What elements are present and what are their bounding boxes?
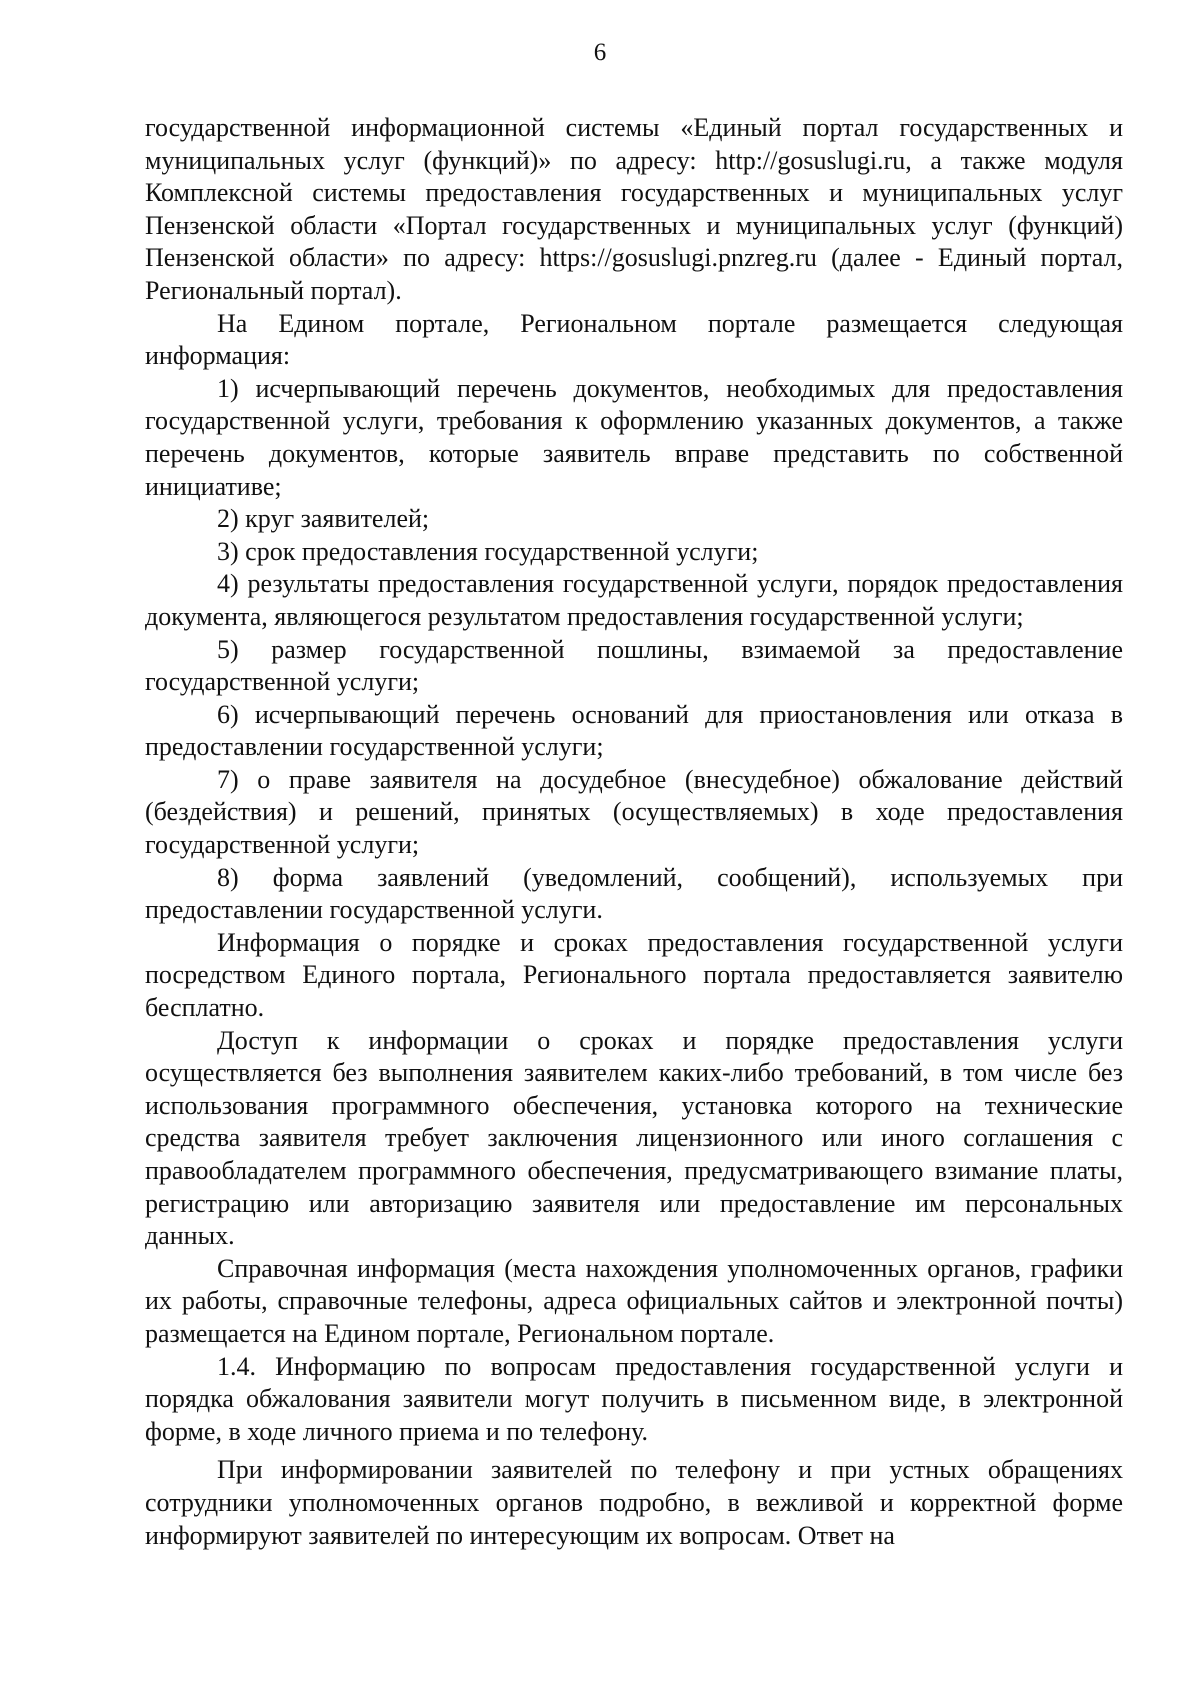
paragraph-free-info: Информация о порядке и сроках предоставления государственной услуги посредством Единого портала, Регионального портала предоставляется заявителю бесплатно. [145, 927, 1123, 1023]
list-item-2: 2) круг заявителей; [217, 504, 430, 534]
list-item-1: 1) исчерпывающий перечень документов, необходимых для предоставления государственной услуги, требования к оформлению указанных документов, а также перечень документов, которые заявитель вправе представить по собственной инициативе; [145, 373, 1123, 501]
list-item-6: 6) исчерпывающий перечень оснований для приостановления или отказа в предоставлении государственной услуги; [145, 699, 1123, 762]
paragraph-portal-addresses: государственной информационной системы «Единый портал государственных и муниципальных услуг (функций)» по адресу: http://gosuslugi.ru, а также модуля Комплексной системы предоставления государственных и муниципальных услуг Пензенской области «Портал государственных и муниципальных услуг (функций) Пензенской области» по адресу: https://gosuslugi.pnzreg.ru (далее - Единый портал, Региональный портал). [145, 113, 1123, 305]
list-item-7: 7) о праве заявителя на досудебное (внесудебное) обжалование действий (бездействия) и решений, принятых (осуществляемых) в ходе предоставления государственной услуги; [145, 764, 1123, 860]
document-body [145, 112, 1123, 1552]
paragraph-access-conditions: Доступ к информации о сроках и порядке предоставления услуги осуществляется без выполнения заявителем каких-либо требований, в том числе без использования программного обеспечения, установка которого на технические средства заявителя требует заключения лицензионного или иного соглашения с правообладателем программного обеспечения, предусматривающего взимание платы, регистрацию или авторизацию заявителя или предоставление им персональных данных. [145, 1025, 1123, 1251]
list-item-4: 4) результаты предоставления государственной услуги, порядок предоставления документа, являющегося результатом предоставления государственной услуги; [145, 569, 1123, 631]
paragraph-section-1-4: 1.4. Информацию по вопросам предоставления государственной услуги и порядка обжалования заявители могут получить в письменном виде, в электронной форме, в ходе личного приема и по телефону. [145, 1351, 1123, 1446]
page-number: 6 [593, 39, 607, 66]
paragraph-portal-info-intro: На Едином портале, Региональном портале размещается следующая информация: [145, 308, 1123, 371]
list-item-3: 3) срок предоставления государственной услуги; [217, 536, 759, 566]
paragraph-phone-informing: При информировании заявителей по телефону и при устных обращениях сотрудники уполномоченных органов подробно, в вежливой и корректной форме информируют заявителей по интересующим их вопросам. Ответ на [145, 1455, 1123, 1550]
list-item-8: 8) форма заявлений (уведомлений, сообщений), используемых при предоставлении государственной услуги. [145, 862, 1123, 925]
list-item-5: 5) размер государственной пошлины, взимаемой за предоставление государственной услуги; [145, 634, 1123, 697]
paragraph-reference-info: Справочная информация (места нахождения уполномоченных органов, графики их работы, справочные телефоны, адреса официальных сайтов и электронной почты) размещается на Едином портале, Региональном портале. [145, 1253, 1123, 1348]
